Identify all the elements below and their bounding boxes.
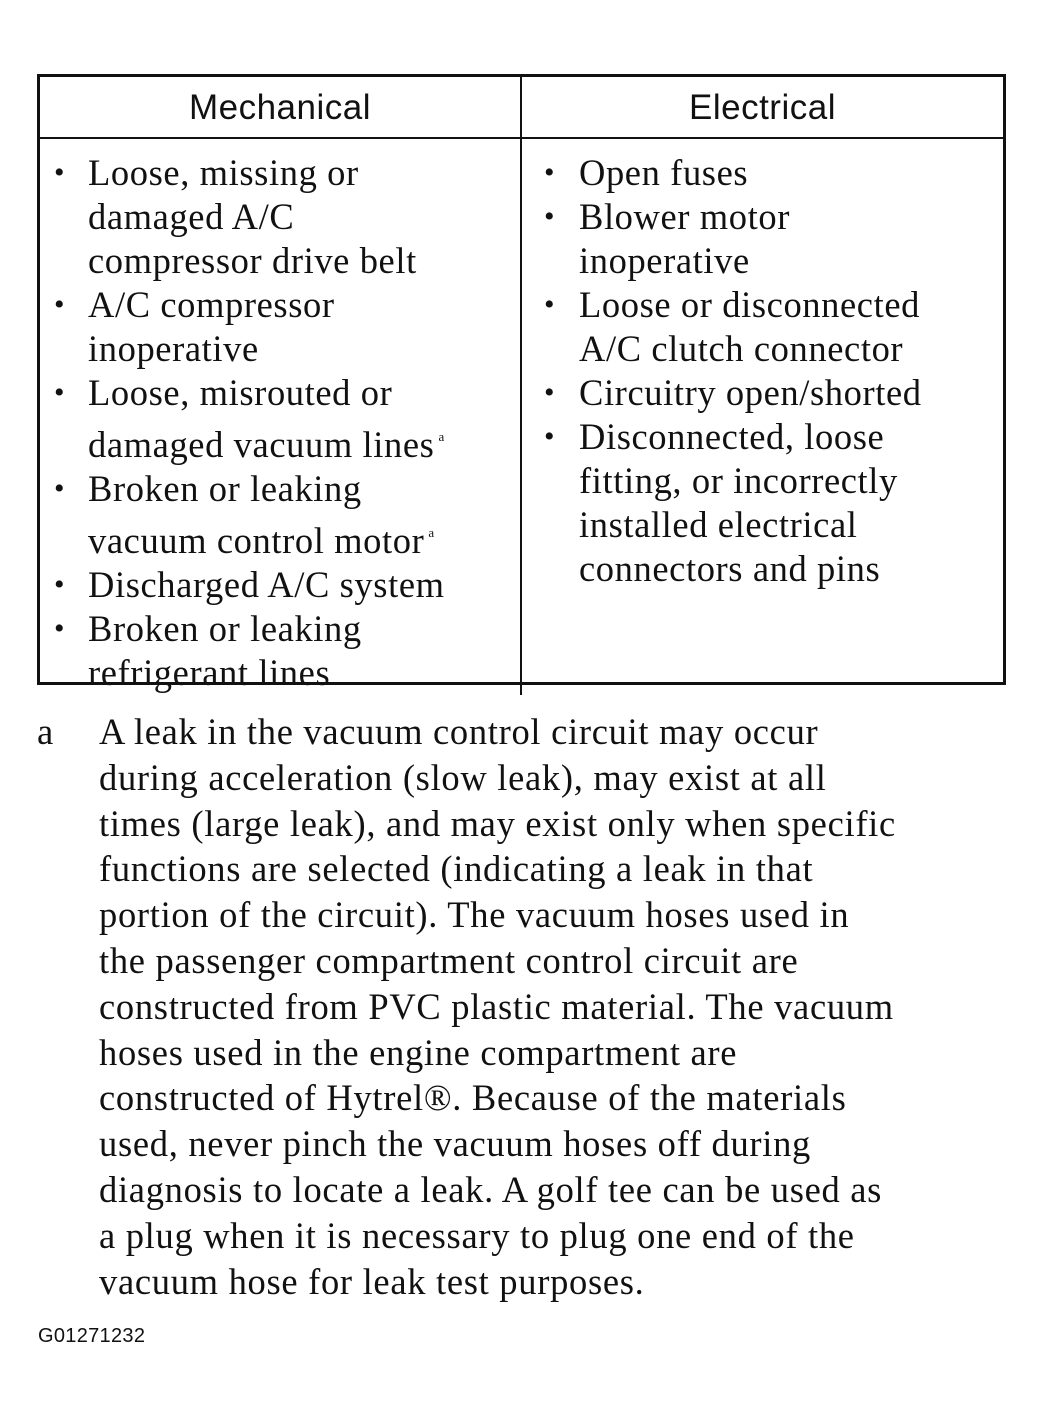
list-item bbox=[522, 195, 1003, 283]
list-item bbox=[40, 563, 520, 607]
item-line: compressor drive belt bbox=[88, 240, 417, 281]
footnote-line: used, never pinch the vacuum hoses off during bbox=[99, 1123, 811, 1165]
bullet-icon: • bbox=[54, 376, 66, 409]
bullet-icon: • bbox=[54, 568, 66, 601]
list-item bbox=[522, 151, 1003, 195]
header-mechanical: Mechanical bbox=[40, 77, 522, 139]
footnote-line: constructed of Hytrel®. Because of the materials bbox=[99, 1077, 847, 1119]
item-line: Open fuses bbox=[579, 152, 749, 193]
bullet-icon: • bbox=[54, 472, 66, 505]
item-line-with-ref bbox=[88, 511, 520, 563]
list-item bbox=[40, 283, 520, 371]
item-line: Loose or disconnected bbox=[579, 284, 920, 325]
bullet-icon: • bbox=[544, 156, 556, 189]
item-line: refrigerant lines bbox=[88, 652, 331, 693]
footnote-line: times (large leak), and may exist only when specific bbox=[99, 802, 896, 844]
footnote-line: during acceleration (slow leak), may exist at all bbox=[99, 756, 827, 798]
footnote-line: portion of the circuit). The vacuum hoses used in bbox=[99, 894, 850, 936]
bullet-icon: • bbox=[54, 612, 66, 645]
footnote-text bbox=[99, 709, 1012, 1304]
item-line: Disconnected, loose bbox=[579, 416, 885, 457]
bullet-icon: • bbox=[54, 288, 66, 321]
bullet-icon: • bbox=[544, 376, 556, 409]
item-line: Loose, missing or bbox=[88, 152, 359, 193]
bullet-icon: • bbox=[544, 420, 556, 453]
bullet-icon: • bbox=[54, 156, 66, 189]
diagnosis-table bbox=[37, 74, 1006, 693]
item-line: Circuitry open/shorted bbox=[579, 372, 922, 413]
item-line: installed electrical bbox=[579, 504, 858, 545]
list-item bbox=[40, 151, 520, 283]
item-line: connectors and pins bbox=[579, 548, 881, 589]
footnote-line: a plug when it is necessary to plug one end of the bbox=[99, 1214, 855, 1256]
figure-id: G01271232 bbox=[38, 1325, 146, 1347]
list-item bbox=[40, 371, 520, 467]
footnote-line: hoses used in the engine compartment are bbox=[99, 1031, 738, 1073]
item-line: Loose, misrouted or bbox=[88, 372, 393, 413]
list-item bbox=[40, 467, 520, 563]
bullet-icon: • bbox=[544, 288, 556, 321]
list-item bbox=[522, 415, 1003, 591]
item-line: damaged A/C bbox=[88, 196, 295, 237]
list-item bbox=[522, 371, 1003, 415]
footnote-reference: a bbox=[438, 429, 445, 444]
item-line: Blower motor bbox=[579, 196, 790, 237]
footnote-line: constructed from PVC plastic material. The vacuum bbox=[99, 985, 894, 1027]
mechanical-list bbox=[40, 151, 520, 695]
footnote-marker: a bbox=[37, 711, 54, 752]
electrical-list bbox=[522, 151, 1003, 591]
item-line: inoperative bbox=[579, 240, 750, 281]
footnote-line: functions are selected (indicating a leak in that bbox=[99, 848, 814, 890]
item-line: fitting, or incorrectly bbox=[579, 460, 898, 501]
footnote-line: the passenger compartment control circuit are bbox=[99, 939, 799, 981]
electrical-column bbox=[522, 139, 1003, 695]
item-line: A/C compressor bbox=[88, 284, 335, 325]
footnote-line: diagnosis to locate a leak. A golf tee can be used as bbox=[99, 1168, 883, 1210]
item-line: Broken or leaking bbox=[88, 468, 362, 509]
footnote-line: A leak in the vacuum control circuit may occur bbox=[99, 711, 819, 752]
item-line: Discharged A/C system bbox=[88, 564, 445, 605]
footnote bbox=[37, 709, 1012, 1304]
footnote-line: vacuum hose for leak test purposes. bbox=[99, 1260, 645, 1302]
item-line: vacuum control motor bbox=[88, 520, 425, 561]
header-electrical: Electrical bbox=[522, 77, 1003, 139]
list-item bbox=[40, 607, 520, 695]
mechanical-column bbox=[40, 139, 522, 695]
item-line-with-ref bbox=[88, 415, 520, 467]
item-line: Broken or leaking bbox=[88, 608, 362, 649]
bullet-icon: • bbox=[544, 200, 556, 233]
item-line: inoperative bbox=[88, 328, 259, 369]
footnote-reference: a bbox=[428, 525, 435, 540]
list-item bbox=[522, 283, 1003, 371]
item-line: A/C clutch connector bbox=[579, 328, 904, 369]
item-line: damaged vacuum lines bbox=[88, 424, 435, 465]
